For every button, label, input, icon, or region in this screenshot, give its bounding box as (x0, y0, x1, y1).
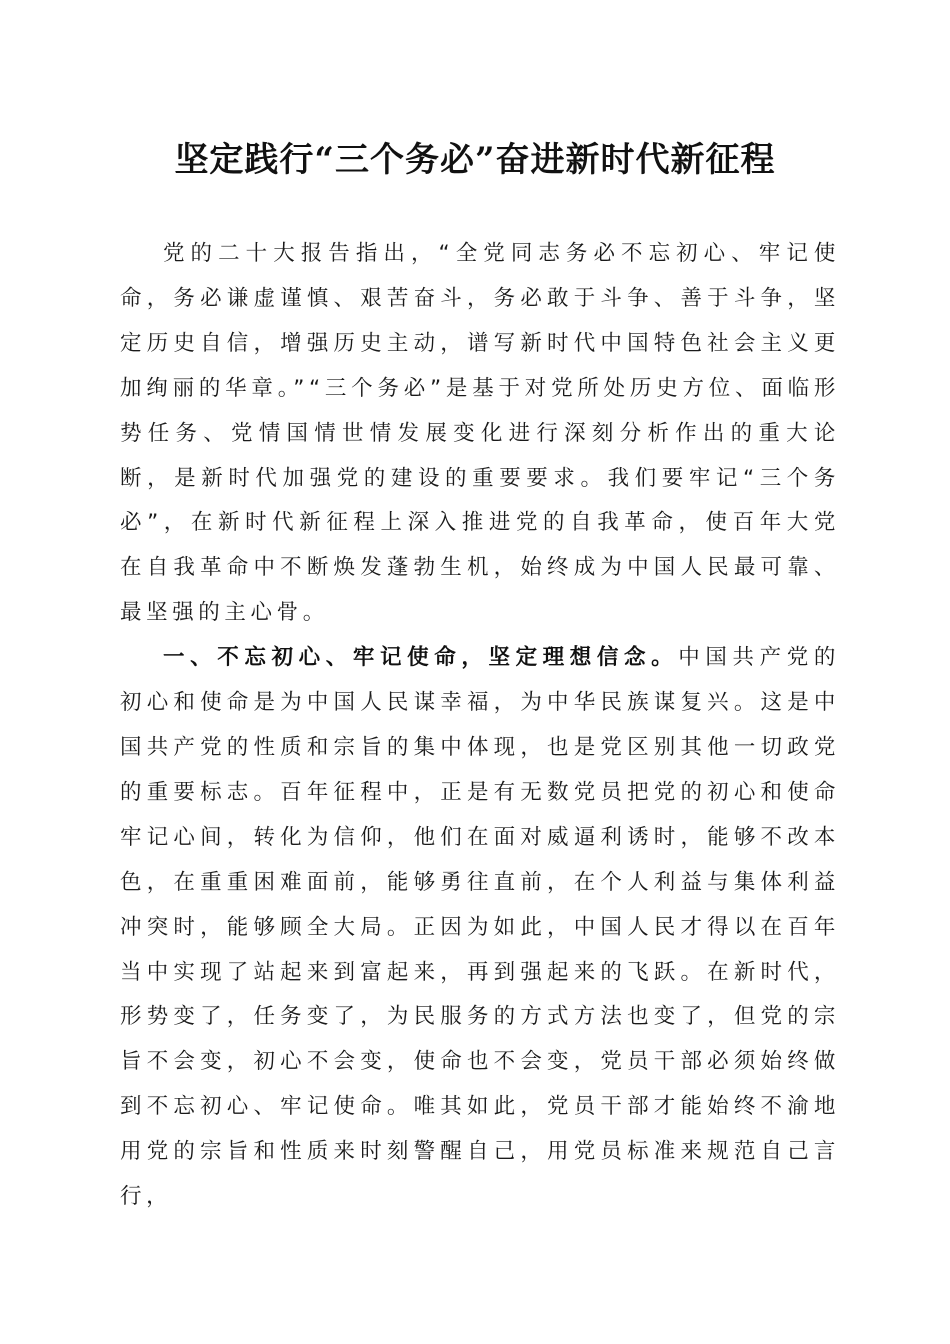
document-body (120, 232, 840, 1220)
paragraph-section-one (120, 636, 840, 1220)
paragraph-intro (120, 232, 840, 636)
paragraph-intro-text: 党的二十大报告指出，“全党同志务必不忘初心、牢记使命，务必谦虚谨慎、艰苦奋斗，务必敢于斗争、善于斗争，坚定历史自信，增强历史主动，谱写新时代中国特色社会主义更加绚丽的华章。”“三个务必”是基于对党所处历史方位、面临形势任务、党情国情世情发展变化进行深刻分析作出的重大论断，是新时代加强党的建设的重要要求。我们要牢记“三个务必”，在新时代新征程上深入推进党的自我革命，使百年大党在自我革命中不断焕发蓬勃生机，始终成为中国人民最可靠、最坚强的主心骨。 (120, 241, 840, 626)
section-one-text: 中国共产党的初心和使命是为中国人民谋幸福，为中华民族谋复兴。这是中国共产党的性质和宗旨的集中体现，也是党区别其他一切政党的重要标志。百年征程中，正是有无数党员把党的初心和使命牢记心间，转化为信仰，他们在面对威逼利诱时，能够不改本色，在重重困难面前，能够勇往直前，在个人利益与集体利益冲突时，能够顾全大局。正因为如此，中国人民才得以在百年当中实现了站起来到富起来，再到强起来的飞跃。在新时代，形势变了，任务变了，为民服务的方式方法也变了，但党的宗旨不会变，初心不会变，使命也不会变，党员干部必须始终做到不忘初心、牢记使命。唯其如此，党员干部才能始终不渝地用党的宗旨和性质来时刻警醒自己，用党员标准来规范自己言行， (120, 645, 840, 1210)
section-one-heading: 一、不忘初心、牢记使命，坚定理想信念。 (163, 645, 679, 671)
page-title: 坚定践行“三个务必”奋进新时代新征程 (174, 140, 776, 180)
